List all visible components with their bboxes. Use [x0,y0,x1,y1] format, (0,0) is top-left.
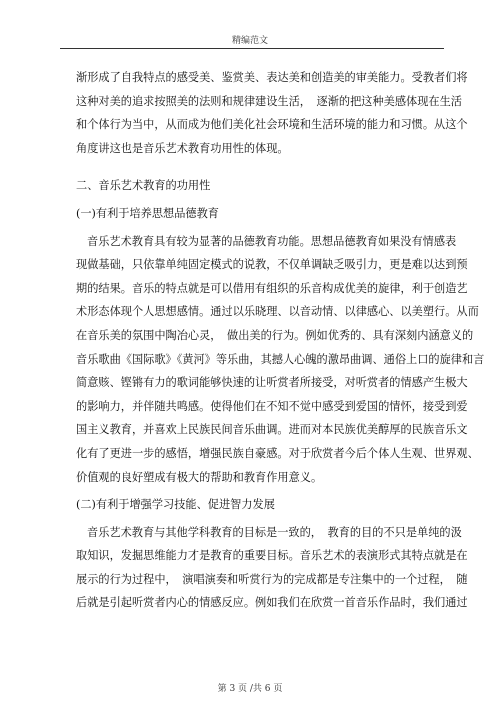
text-line: 取知识，发掘思维能力才是教育的重要目标。音乐艺术的表演形式其特点就是在 [76,549,468,563]
text-line: 期的结果。音乐的特点就是可以借用有组织的乐音构成优美的旋律，利于创造艺 [76,281,468,295]
page-footer: 第 3 页 /共 6 页 [217,684,283,694]
text-line: 简意赅、铿锵有力的歌词能够快速的让听赏者所接受，对听赏者的情感产生极大 [76,376,468,390]
text-line: 音乐艺术教育具有较为显著的品德教育功能。思想品德教育如果没有情感表 [87,234,457,248]
text-line: 在音乐美的氛围中陶冶心灵， 做出美的行为。例如优秀的、具有深刻内涵意义的 [76,328,474,342]
section-heading: 二、音乐艺术教育的功用性 [76,179,211,193]
text-line: 渐形成了自我特点的感受美、鉴赏美、表达美和创造美的审美能力。受教者们将 [76,71,468,84]
text-line: 展示的行为过程中， 演唱演奏和听赏行为的完成都是专注集中的一个过程， 随 [76,572,468,586]
text-line: 国主义教育，并喜欢上民族民间音乐曲调。进而对本民族优美醇厚的民族音乐文 [76,423,468,437]
paragraph-1 [76,66,468,160]
text-line: 化有了更进一步的感悟，增强民族自豪感。对于欣赏者今后个体人生观、世界观、 [76,446,479,460]
text-line: 现做基础，只依靠单纯固定模式的说教，不仅单调缺乏吸引力，更是难以达到预 [76,258,468,272]
text-line: 音乐歌曲《国际歌》《黄河》等乐曲，其撼人心魄的激昂曲调、通俗上口的旋律和言 [76,352,485,366]
document-body [76,66,485,615]
text-line: 的影响力，并伴随共鸣感。使得他们在不知不觉中感受到爱国的情怀，接受到爱 [76,399,468,413]
header-divider [60,48,444,49]
text-line: 和个体行为当中，从而成为他们美化社会环境和生活环境的能力和习惯。从这个 [76,118,468,132]
subsection-heading-2: (二)有利于增强学习技能、促进智力发展 [76,498,275,512]
subsection-heading-1: (一)有利于培养思想品德教育 [76,206,219,220]
paragraph-3 [76,521,468,615]
text-line: 角度讲这也是音乐艺术教育功用性的体现。 [76,141,289,155]
text-line: 价值观的良好塑成有极大的帮助和教育作用意义。 [76,470,323,484]
text-line: 后就是引起听赏者内心的情感反应。例如我们在欣赏一首音乐作品时，我们通过 [76,596,468,610]
text-line: 这种对美的追求按照美的法则和规律建设生活， 逐渐的把这种美感体现在生活 [76,94,462,108]
paragraph-2 [76,230,485,490]
page-header: 精编范文 [231,36,268,46]
text-line: 音乐艺术教育与其他学科教育的目标是一致的， 教育的目的不只是单纯的汲 [87,525,462,539]
text-line: 术形态体现个人思想感情。通过以乐晓理、以音动情、以律感心、以美塑行。从而 [76,305,479,319]
